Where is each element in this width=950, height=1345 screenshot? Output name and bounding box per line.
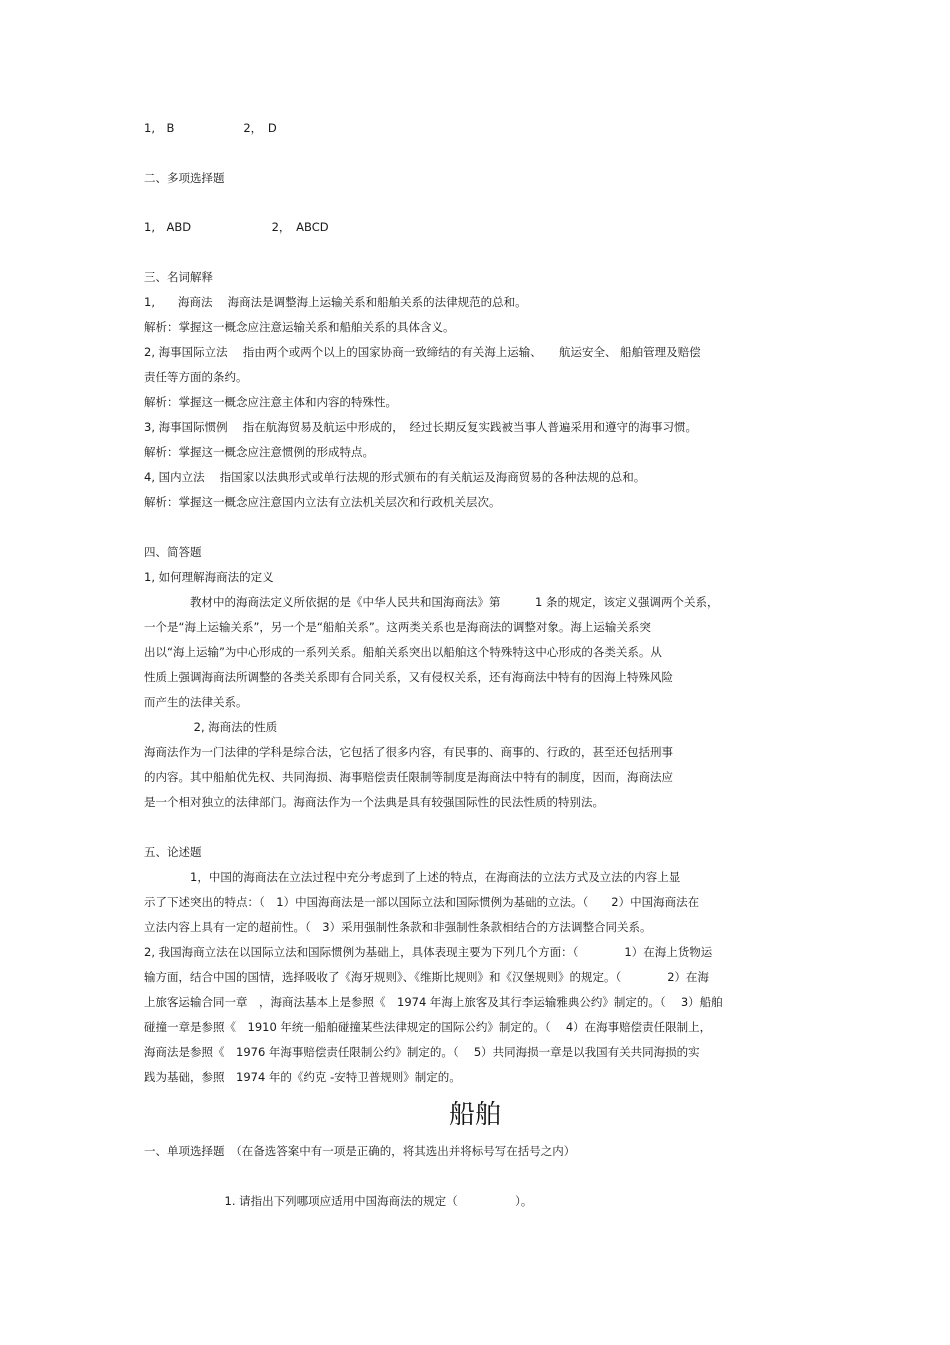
term-1: 1, 海商法 海商法是调整海上运输关系和船舶关系的法律规范的总和。 xyxy=(144,295,527,309)
short-answer-1-para: 性质上强调海商法所调整的各类关系即有合同关系，又有侵权关系，还有海商法中特有的因海上特殊风险 xyxy=(144,670,673,684)
essay-para: 上旅客运输合同一章 ，海商法基本上是参照《 1974 年海上旅客及其行李运输雅典公约》制定的。（ 3）船舶 xyxy=(144,995,723,1009)
heading-essay: 五、论述题 xyxy=(144,845,202,859)
heading-single-choice: 一、单项选择题 （在备选答案中有一项是正确的，将其选出并将标号写在括号之内） xyxy=(144,1144,576,1158)
answer-line-single: 1, B 2， D xyxy=(144,121,277,135)
short-answer-2-para: 是一个相对独立的法律部门。海商法作为一个法典是具有较强国际性的民法性质的特别法。 xyxy=(144,795,604,809)
short-answer-1-para: 教材中的海商法定义所依据的是《中华人民共和国海商法》第 1 条的规定，该定义强调两个关系， xyxy=(144,595,719,609)
short-answer-1-para: 出以“海上运输”为中心形成的一系列关系。船舶关系突出以船舶这个特殊特这中心形成的各类关系。从 xyxy=(144,645,662,659)
term-4: 4, 国内立法 指国家以法典形式或单行法规的形式颁布的有关航运及海商贸易的各种法规的总和。 xyxy=(144,470,646,484)
essay-para: 海商法是参照《 1976 年海事赔偿责任限制公约》制定的。（ 5）共同海损一章是以我国有关共同海损的实 xyxy=(144,1045,700,1059)
short-answer-2-para: 的内容。其中船舶优先权、共同海损、海事赔偿责任限制等制度是海商法中特有的制度，因而，海商法应 xyxy=(144,770,673,784)
answer-line-multiple: 1, ABD 2， ABCD xyxy=(144,220,329,234)
term-1-analysis: 解析：掌握这一概念应注意运输关系和船舶关系的具体含义。 xyxy=(144,320,455,334)
term-2: 2, 海事国际立法 指由两个或两个以上的国家协商一致缔结的有关海上运输、 航运安全、 船舶管理及赔偿 xyxy=(144,345,701,359)
short-answer-1-para: 一个是“海上运输关系”，另一个是“船舶关系”。这两类关系也是海商法的调整对象。海上运输关系突 xyxy=(144,620,651,634)
term-2-analysis: 解析：掌握这一概念应注意主体和内容的特殊性。 xyxy=(144,395,397,409)
heading-terms: 三、名词解释 xyxy=(144,270,213,284)
short-answer-1-question: 1, 如何理解海商法的定义 xyxy=(144,570,274,584)
term-2-cont: 责任等方面的条约。 xyxy=(144,370,248,384)
short-answer-1-para: 而产生的法律关系。 xyxy=(144,695,248,709)
term-4-analysis: 解析：掌握这一概念应注意国内立法有立法机关层次和行政机关层次。 xyxy=(144,495,501,509)
short-answer-2-question: 2, 海商法的性质 xyxy=(144,720,278,734)
essay-para: 1，中国的海商法在立法过程中充分考虑到了上述的特点，在海商法的立法方式及立法的内容上显 xyxy=(144,870,681,884)
short-answer-2-para: 海商法作为一门法律的学科是综合法，它包括了很多内容，有民事的、商事的、行政的，甚至还包括刑事 xyxy=(144,745,673,759)
essay-para: 2, 我国海商立法在以国际立法和国际惯例为基础上，具体表现主要为下列几个方面：（ 1）在海上货物运 xyxy=(144,945,713,959)
essay-para: 碰撞一章是参照《 1910 年统一船舶碰撞某些法律规定的国际公约》制定的。（ 4）在海事赔偿责任限制上， xyxy=(144,1020,712,1034)
heading-multiple-choice: 二、多项选择题 xyxy=(144,171,225,185)
essay-para: 输方面，结合中国的国情，选择吸收了《海牙规则》、《维斯比规则》和《汉堡规则》的规定。（ 2）在海 xyxy=(144,970,710,984)
essay-para: 示了下述突出的特点：（ 1）中国海商法是一部以国际立法和国际惯例为基础的立法。（ 2）中国海商法在 xyxy=(144,895,700,909)
essay-para: 立法内容上具有一定的超前性。（ 3）采用强制性条款和非强制性条款相结合的方法调整合同关系。 xyxy=(144,920,652,934)
term-3: 3, 海事国际惯例 指在航海贸易及航运中形成的， 经过长期反复实践被当事人普遍采用和遵守的海事习惯。 xyxy=(144,420,698,434)
term-3-analysis: 解析：掌握这一概念应注意惯例的形成特点。 xyxy=(144,445,374,459)
question-1: 1. 请指出下列哪项应适用中国海商法的规定（ ）。 xyxy=(144,1194,533,1208)
heading-short-answer: 四、简答题 xyxy=(144,545,202,559)
section-title: 船舶 xyxy=(448,1100,501,1130)
essay-para: 践为基础，参照 1974 年的《约克 -安特卫普规则》制定的。 xyxy=(144,1070,461,1084)
